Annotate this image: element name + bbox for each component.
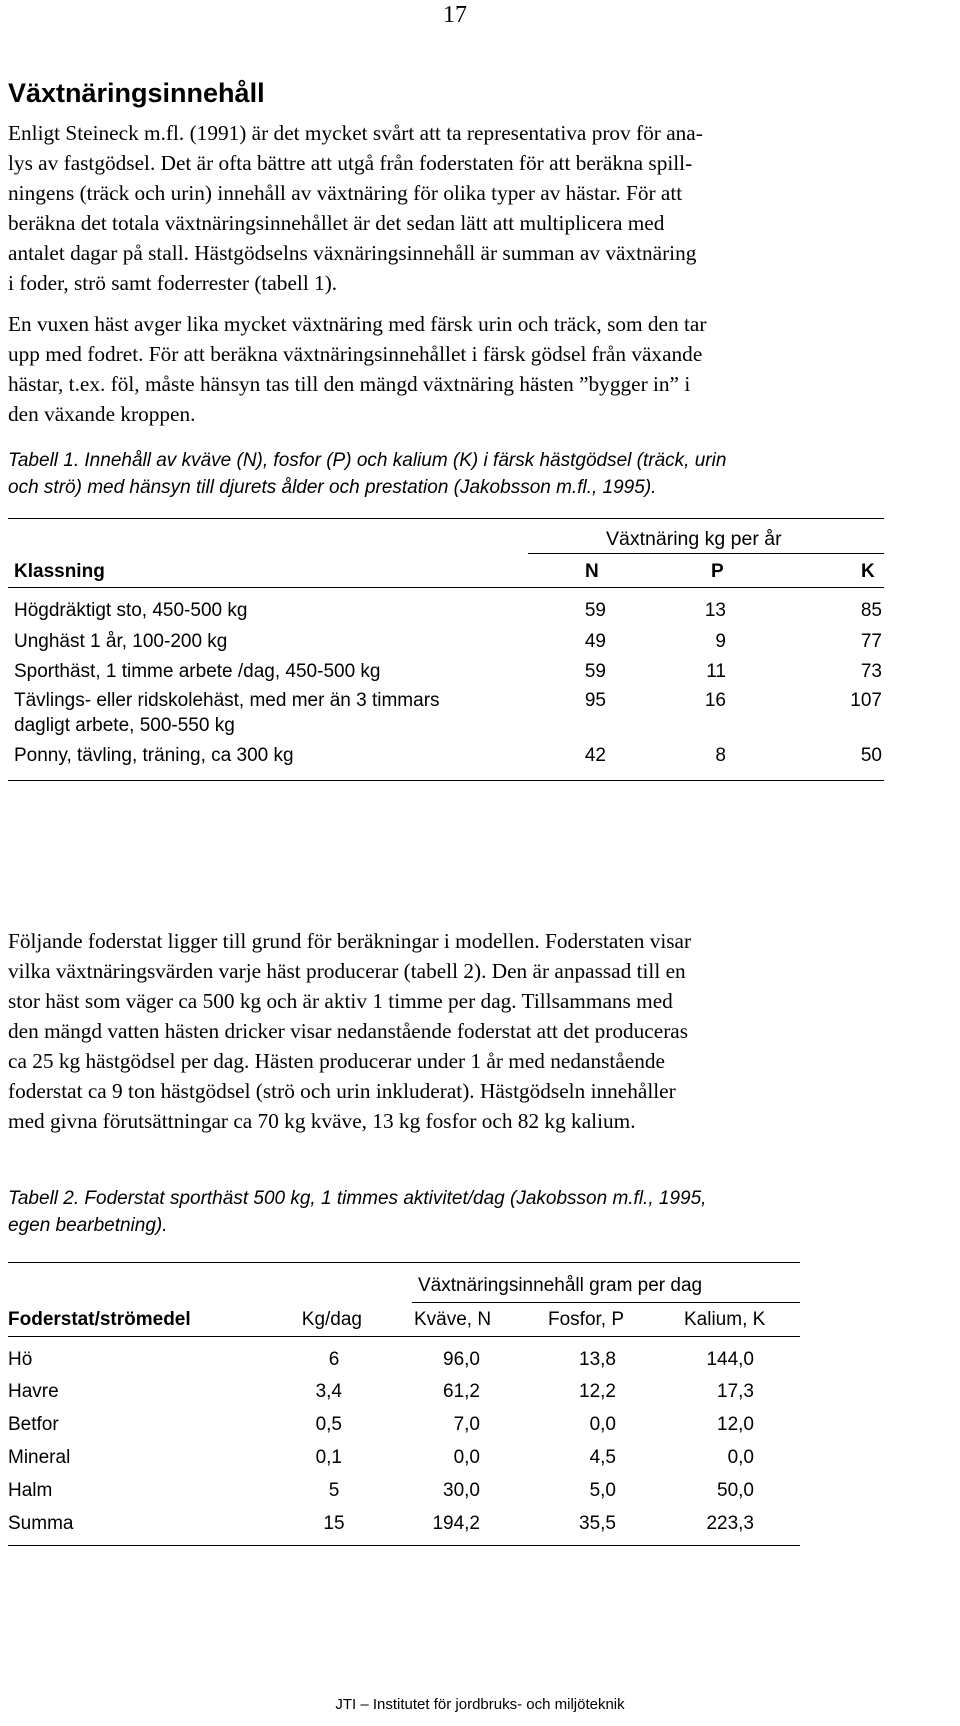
caption-line: Tabell 1. Innehåll av kväve (N), fosfor (P) och kalium (K) i färsk hästgödsel (träck, urin: [8, 450, 727, 471]
table1-header-p: P: [711, 561, 724, 582]
paragraph-line: En vuxen häst avger lika mycket växtnäring med färsk urin och träck, som den tar: [8, 312, 707, 336]
table2-cell-feed: Betfor: [8, 1414, 59, 1435]
table2-cell-p: 0,0: [589, 1414, 616, 1435]
table2-header-phosphorus: Fosfor, P: [548, 1309, 625, 1330]
table1-cell-k: 107: [850, 690, 882, 711]
table2-cell-p: 13,8: [579, 1349, 616, 1370]
paragraph-line: ca 25 kg hästgödsel per dag. Hästen producerar under 1 år med nedanstående: [8, 1049, 665, 1073]
table2-cell-k: 17,3: [717, 1381, 754, 1402]
table2-group-header: Växtnäringsinnehåll gram per dag: [418, 1275, 703, 1296]
table2-cell-k: 223,3: [706, 1513, 754, 1534]
table1-cell-n: 59: [584, 600, 606, 621]
paragraph-line: stor häst som väger ca 500 kg och är aktiv 1 timme per dag. Tillsammans med: [8, 989, 673, 1013]
table1-header-n: N: [585, 561, 599, 582]
table2-header-kgday: Kg/dag: [301, 1309, 362, 1330]
table2-cell-n: 194,2: [432, 1513, 480, 1534]
table2-caption: [8, 1185, 908, 1239]
table1-cell-p: 16: [704, 690, 726, 711]
table1-cell-k: 85: [860, 600, 882, 621]
table1-group-header: Växtnäring kg per år: [606, 528, 782, 550]
table1-cell-p: 13: [704, 600, 726, 621]
paragraph-line: beräkna det totala växtnäringsinnehållet är det sedan lätt att multiplicera med: [8, 211, 665, 235]
table2-cell-kg: 0,5: [315, 1414, 342, 1435]
table2-cell-p: 5,0: [589, 1480, 616, 1501]
table2-cell-feed: Havre: [8, 1381, 59, 1402]
paragraph-line: Enligt Steineck m.fl. (1991) är det mycket svårt att ta representativa prov för ana-: [8, 121, 703, 145]
table1-cell-p: 8: [715, 745, 726, 766]
table1-cell-p: 9: [715, 631, 726, 652]
table1-cell-name-cont: dagligt arbete, 500-550 kg: [14, 715, 235, 736]
caption-line: egen bearbetning).: [8, 1215, 168, 1236]
table1-cell-n: 95: [584, 690, 606, 711]
table2-cell-kg: 3,4: [315, 1381, 342, 1402]
table1-bottom-rule: [8, 780, 884, 781]
table2-cell-k: 12,0: [717, 1414, 754, 1435]
table2-header-rule: [8, 1336, 800, 1337]
table2-cell-k: 0,0: [727, 1447, 754, 1468]
table2-header-nitrogen: Kväve, N: [414, 1309, 492, 1330]
table2-cell-kg: 0,1: [315, 1447, 342, 1468]
page-footer: JTI – Institutet för jordbruks- och miljöteknik: [335, 1696, 625, 1713]
table2-cell-feed: Hö: [8, 1349, 33, 1370]
table2-cell-n: 0,0: [453, 1447, 480, 1468]
paragraph-line: i foder, strö samt foderrester (tabell 1).: [8, 271, 338, 295]
paragraph-growing-horses: [8, 309, 908, 429]
table2-bottom-rule: [8, 1545, 800, 1546]
page-number: 17: [443, 2, 467, 28]
paragraph-line: vilka växtnäringsvärden varje häst producerar (tabell 2). Den är anpassad till en: [8, 959, 686, 983]
page-title: Växtnäringsinnehåll: [8, 78, 265, 108]
paragraph-line: hästar, t.ex. föl, måste hänsyn tas till den mängd växtnäring hästen ”bygger in” i: [8, 372, 691, 396]
table2-cell-n: 30,0: [443, 1480, 480, 1501]
table2-cell-p: 4,5: [589, 1447, 616, 1468]
table1-cell-k: 73: [860, 661, 882, 682]
table2-cell-feed: Halm: [8, 1480, 53, 1501]
table1-cell-p: 11: [706, 661, 726, 682]
table2-cell-k: 50,0: [717, 1480, 754, 1501]
table1-header-rule: [8, 587, 884, 588]
table2-cell-n: 7,0: [453, 1414, 480, 1435]
table2-cell-n: 61,2: [443, 1381, 480, 1402]
table2-cell-n: 96,0: [443, 1349, 480, 1370]
table1-group-rule: [528, 553, 884, 554]
table2-cell-kg: 5: [328, 1480, 340, 1501]
table1-header-k: K: [861, 561, 875, 582]
table2-cell-feed: Summa: [8, 1513, 74, 1534]
table2-cell-kg: 6: [328, 1349, 340, 1370]
table2-header-potassium: Kalium, K: [684, 1309, 766, 1330]
table1-cell-k: 50: [860, 745, 882, 766]
table2-top-rule: [8, 1262, 800, 1263]
table1-top-rule: [8, 518, 884, 519]
table1-header-klassning: Klassning: [14, 561, 105, 582]
paragraph-feed-ration: [8, 926, 908, 1136]
paragraph-line: ningens (träck och urin) innehåll av växtnäring för olika typer av hästar. För att: [8, 181, 683, 205]
paragraph-line: den mängd vatten hästen dricker visar nedanstående foderstat att det produceras: [8, 1019, 689, 1043]
paragraph-line: foderstat ca 9 ton hästgödsel (strö och urin inkluderat). Hästgödseln innehåller: [8, 1079, 676, 1103]
table2-cell-k: 144,0: [706, 1349, 754, 1370]
caption-line: och strö) med hänsyn till djurets ålder och prestation (Jakobsson m.fl., 1995).: [8, 477, 657, 498]
paragraph-line: antalet dagar på stall. Hästgödselns växnäringsinnehåll är summan av växtnäring: [8, 241, 697, 265]
paragraph-line: den växande kroppen.: [8, 402, 196, 426]
table2-cell-feed: Mineral: [8, 1447, 71, 1468]
table1-cell-k: 77: [860, 631, 882, 652]
paragraph-line: Följande foderstat ligger till grund för beräkningar i modellen. Foderstaten visar: [8, 929, 692, 953]
table2-cell-p: 12,2: [579, 1381, 616, 1402]
table1-cell-name: Högdräktigt sto, 450-500 kg: [14, 600, 248, 621]
table1-cell-n: 42: [584, 745, 606, 766]
table2-group-rule: [412, 1302, 800, 1303]
table1-cell-name: Unghäst 1 år, 100-200 kg: [14, 631, 228, 652]
table1-cell-name: Tävlings- eller ridskolehäst, med mer än 3 timmars: [14, 690, 440, 711]
table2-cell-kg: 15: [323, 1513, 345, 1534]
caption-line: Tabell 2. Foderstat sporthäst 500 kg, 1 timmes aktivitet/dag (Jakobsson m.fl., 1995,: [8, 1188, 707, 1209]
table1-cell-n: 49: [584, 631, 606, 652]
table2-header-feed: Foderstat/strömedel: [8, 1309, 191, 1330]
paragraph-intro: [8, 118, 908, 298]
paragraph-line: lys av fastgödsel. Det är ofta bättre att utgå från foderstaten för att beräkna spill-: [8, 151, 693, 175]
table1-caption: [8, 447, 908, 501]
table2-cell-p: 35,5: [579, 1513, 616, 1534]
table1-cell-name: Ponny, tävling, träning, ca 300 kg: [14, 745, 294, 766]
table1-cell-n: 59: [584, 661, 606, 682]
table1-cell-name: Sporthäst, 1 timme arbete /dag, 450-500 kg: [14, 661, 381, 682]
paragraph-line: med givna förutsättningar ca 70 kg kväve, 13 kg fosfor och 82 kg kalium.: [8, 1109, 636, 1133]
paragraph-line: upp med fodret. För att beräkna växtnäringsinnehållet i färsk gödsel från växande: [8, 342, 703, 366]
